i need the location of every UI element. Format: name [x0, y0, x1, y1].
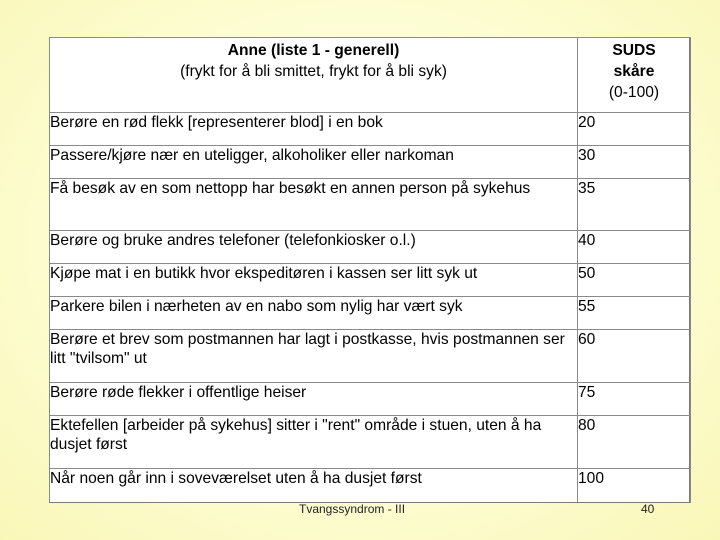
activity-cell: Berøre røde flekker i offentlige heiser — [50, 383, 578, 416]
activity-cell: Passere/kjøre nær en uteligger, alkoholiker eller narkoman — [50, 146, 578, 179]
suds-table — [49, 37, 691, 503]
score-cell: 40 — [578, 231, 691, 264]
activity-cell: Få besøk av en som nettopp har besøkt en annen person på sykehus — [50, 179, 578, 231]
table-row — [50, 330, 691, 383]
activity-cell: Parkere bilen i nærheten av en nabo som nylig har vært syk — [50, 297, 578, 330]
activity-cell: Ektefellen [arbeider på sykehus] sitter i "rent" område i stuen, uten å ha dusjet først — [50, 416, 578, 469]
score-cell: 60 — [578, 330, 691, 383]
activity-cell: Berøre en rød flekk [representerer blod] i en bok — [50, 113, 578, 146]
score-header-line3: (0-100) — [608, 84, 660, 101]
table-row — [50, 179, 691, 231]
score-cell: 35 — [578, 179, 691, 231]
list-title: Anne (liste 1 - generell) — [227, 42, 400, 59]
activity-cell: Berøre et brev som postmannen har lagt i postkasse, hvis postmannen ser litt "tvilsom" ut — [50, 330, 578, 383]
score-cell: 80 — [578, 416, 691, 469]
score-header-line2: skåre — [613, 63, 655, 80]
table-row — [50, 146, 691, 179]
table-row — [50, 383, 691, 416]
table-row — [50, 264, 691, 297]
score-cell: 75 — [578, 383, 691, 416]
footer-title: Tvangssyndrom - III — [299, 502, 406, 516]
score-header-line1: SUDS — [612, 42, 656, 59]
activity-cell: Kjøpe mat i en butikk hvor ekspeditøren i kassen ser litt syk ut — [50, 264, 578, 297]
score-cell: 100 — [578, 469, 691, 503]
activity-column-header — [50, 38, 578, 113]
score-cell: 20 — [578, 113, 691, 146]
table-row — [50, 469, 691, 503]
activity-cell: Når noen går inn i soveværelset uten å ha dusjet først — [50, 469, 578, 503]
score-column-header — [578, 38, 691, 113]
list-subtitle: (frykt for å bli smittet, frykt for å bli syk) — [180, 63, 447, 80]
score-cell: 30 — [578, 146, 691, 179]
table-row — [50, 231, 691, 264]
table-row — [50, 416, 691, 469]
page-number: 40 — [641, 502, 655, 516]
activity-cell: Berøre og bruke andres telefoner (telefonkiosker o.l.) — [50, 231, 578, 264]
score-cell: 50 — [578, 264, 691, 297]
score-cell: 55 — [578, 297, 691, 330]
table-header-row — [50, 38, 691, 113]
table-row — [50, 297, 691, 330]
table-row — [50, 113, 691, 146]
